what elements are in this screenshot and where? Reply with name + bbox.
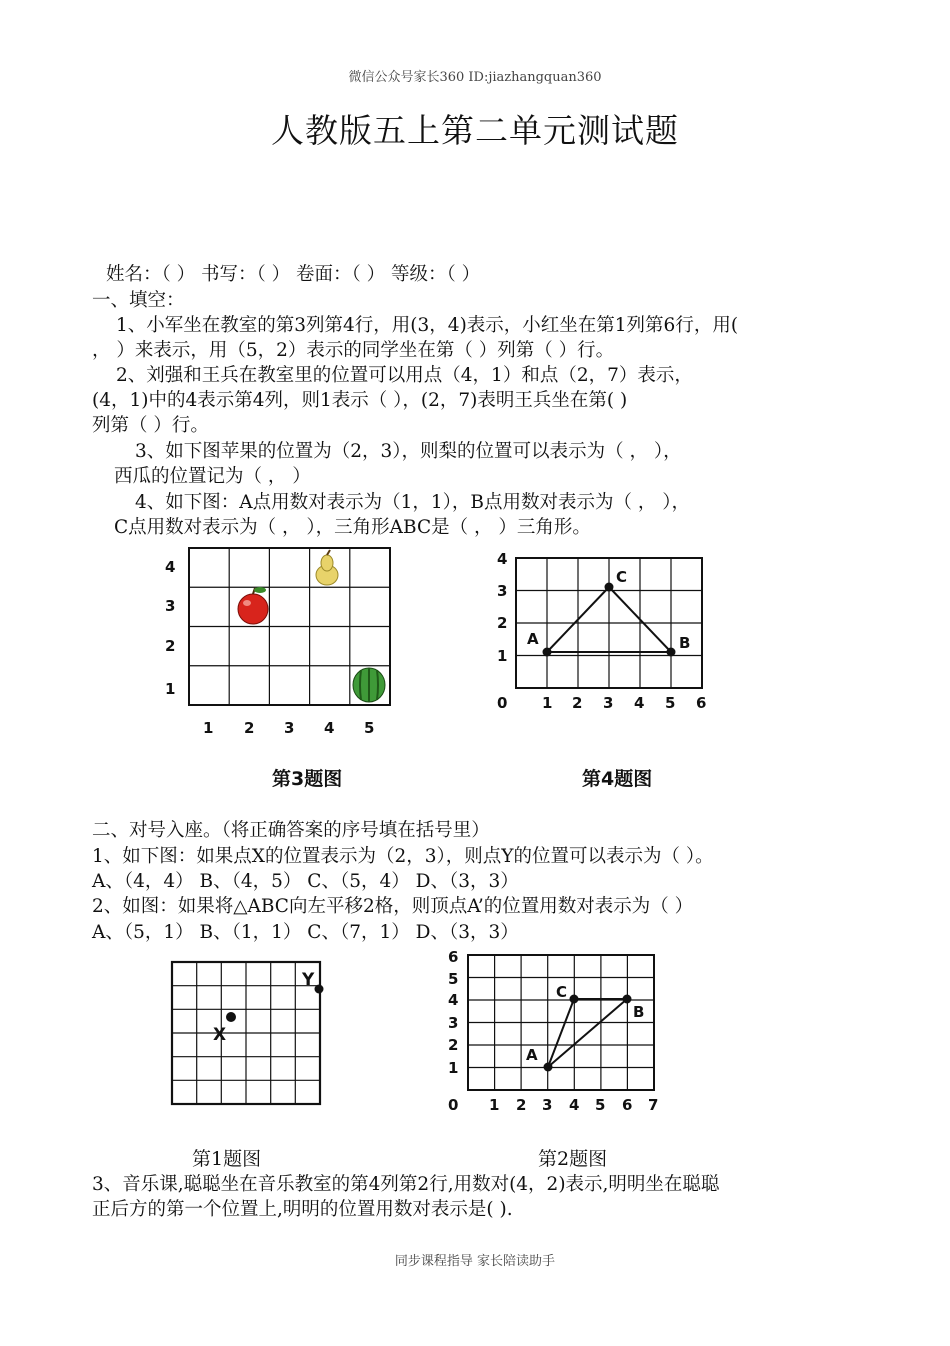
section1-heading: 一、填空： — [92, 290, 185, 311]
figq2-caption: 第2题图 — [538, 1148, 608, 1170]
figq2-x-label: 2 — [516, 1096, 527, 1114]
fig3-x-label: 5 — [364, 719, 375, 737]
fig3-fruit-grid — [155, 545, 405, 745]
q2-point-b — [623, 995, 632, 1004]
triangle-abc-q2 — [548, 999, 627, 1067]
watermelon-icon — [353, 668, 385, 702]
figq1-grid-lines — [172, 962, 320, 1104]
q2-line3: 列第（ ）行。 — [92, 415, 209, 436]
q2-point-a-label: A — [526, 1046, 538, 1064]
fig4-x-label: 2 — [572, 694, 583, 712]
fig3-y-label: 1 — [165, 680, 176, 698]
fig4-caption: 第4题图 — [582, 768, 653, 790]
point-x-label: X — [213, 1025, 227, 1045]
s2-q1-options: A、（4，4） B、（4，5） C、（5，4） D、（3，3） — [92, 871, 519, 892]
fig3-x-label: 3 — [284, 719, 295, 737]
q2-line2: (4，1)中的4表示第4列，则1表示（ ），(2，7)表明王兵坐在第( ) — [92, 390, 628, 411]
student-info-line: 姓名：（ ） 书写：（ ） 卷面：（ ） 等级：（ ） — [106, 264, 481, 285]
fig3-y-label: 4 — [165, 558, 176, 576]
section2-heading: 二、对号入座。（将正确答案的序号填在括号里） — [92, 820, 490, 841]
point-y-label: Y — [302, 970, 315, 990]
fig3-x-label: 1 — [203, 719, 214, 737]
figq2-y-label: 1 — [448, 1059, 459, 1077]
fig4-y-label: 1 — [497, 647, 508, 665]
figq2-x-label: 4 — [569, 1096, 580, 1114]
fig3-caption: 第3题图 — [272, 768, 343, 790]
figq2-y-label: 4 — [448, 991, 459, 1009]
figq2-x-label: 1 — [489, 1096, 500, 1114]
q3-line1: 3、如下图苹果的位置为（2，3），则梨的位置可以表示为（ ， ）， — [135, 441, 682, 462]
fig4-x-label: 3 — [603, 694, 614, 712]
figq2-x-label: 7 — [648, 1096, 659, 1114]
fig4-y-label: 4 — [497, 550, 508, 568]
fig4-grid-lines — [516, 558, 702, 688]
q2-point-c-label: C — [556, 983, 568, 1001]
point-c — [605, 583, 614, 592]
figq2-y-label: 3 — [448, 1014, 459, 1032]
page-title: 人教版五上第二单元测试题 — [271, 111, 679, 150]
figq2-triangle-grid — [440, 945, 670, 1120]
q4-line1: 4、如下图：A点用数对表示为（1，1），B点用数对表示为（ ， ）， — [135, 492, 691, 513]
s2-q3-line2: 正后方的第一个位置上,明明的位置用数对表示是( ). — [92, 1199, 513, 1220]
figq1-xy-grid — [168, 958, 333, 1108]
fig4-x-label: 0 — [497, 694, 508, 712]
q2-point-b-label: B — [633, 1003, 645, 1021]
q2-line1: 2、刘强和王兵在教室里的位置可以用点（4，1）和点（2，7）表示， — [116, 365, 693, 386]
fig4-x-label: 1 — [542, 694, 553, 712]
fig4-triangle-grid — [490, 548, 720, 718]
fig3-y-label: 3 — [165, 597, 176, 615]
fig3-y-label: 2 — [165, 637, 176, 655]
point-b — [667, 648, 676, 657]
apple-icon — [238, 587, 268, 624]
s2-q2: 2、如图：如果将△ABC向左平移2格，则顶点A’的位置用数对表示为（ ） — [92, 896, 694, 917]
q1-line1: 1、小军坐在教室的第3列第4行，用(3，4)表示，小红坐在第1列第6行，用( — [116, 315, 739, 336]
q3-line2: 西瓜的位置记为（ ， ） — [114, 466, 311, 487]
fig3-x-label: 4 — [324, 719, 335, 737]
q1-line2: ， ）来表示，用（5，2）表示的同学坐在第（ ）列第（ ）行。 — [92, 340, 615, 361]
figq2-x-label: 6 — [622, 1096, 633, 1114]
q2-point-c — [570, 995, 579, 1004]
figq2-x-label: 0 — [448, 1096, 459, 1114]
q2-point-a — [544, 1063, 553, 1072]
s2-q2-options: A、（5，1） B、（1，1） C、（7，1） D、（3，3） — [92, 922, 519, 943]
figq2-y-label: 2 — [448, 1036, 459, 1054]
fig4-x-label: 4 — [634, 694, 645, 712]
point-a-label: A — [527, 630, 539, 648]
page-header: 微信公众号家长360 ID:jiazhangquan360 — [348, 70, 602, 85]
fig4-x-label: 5 — [665, 694, 676, 712]
point-a — [543, 648, 552, 657]
figq1-caption: 第1题图 — [192, 1148, 262, 1170]
figq2-x-label: 5 — [595, 1096, 606, 1114]
point-x — [226, 1012, 236, 1022]
point-b-label: B — [679, 634, 691, 652]
point-c-label: C — [616, 568, 628, 586]
figq2-grid-lines — [468, 955, 654, 1090]
figq2-x-label: 3 — [542, 1096, 553, 1114]
fig4-y-label: 3 — [497, 582, 508, 600]
fig3-x-label: 2 — [244, 719, 255, 737]
s2-q3-line1: 3、音乐课,聪聪坐在音乐教室的第4列第2行,用数对(4，2)表示,明明坐在聪聪 — [92, 1174, 720, 1195]
q4-line2: C点用数对表示为（ ， ），三角形ABC是（ ， ）三角形。 — [114, 517, 591, 538]
point-y — [315, 985, 324, 994]
figq2-y-label: 5 — [448, 970, 459, 988]
fig4-x-label: 6 — [696, 694, 707, 712]
s2-q1: 1、如下图：如果点X的位置表示为（2，3），则点Y的位置可以表示为（ ）。 — [92, 846, 714, 867]
fig4-y-label: 2 — [497, 614, 508, 632]
pear-icon — [316, 550, 338, 585]
page-footer: 同步课程指导 家长陪读助手 — [394, 1254, 556, 1269]
figq2-y-label: 6 — [448, 948, 459, 966]
